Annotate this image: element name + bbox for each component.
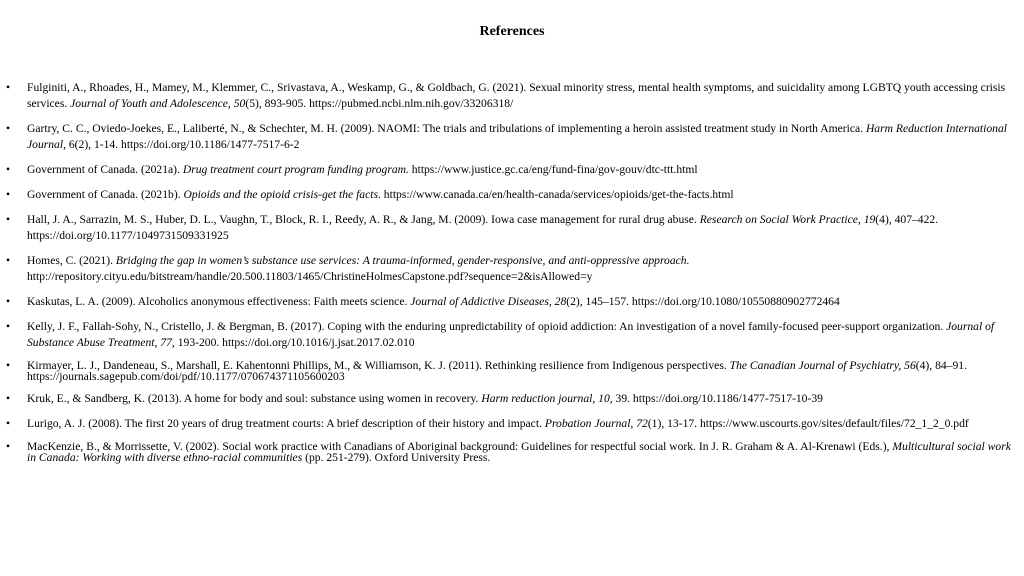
reference-segment: Gartry, C. C., Oviedo-Joekes, E., Laliberté, N., & Schechter, M. H. (2009). NAOMI: The trials and tribulations of implementing a heroin assisted treatment study in North America.: [27, 122, 866, 135]
reference-list: [6, 80, 1016, 472]
reference-segment: (4), 407–422. https://doi.org/10.1177/1049731509331925: [27, 213, 939, 242]
reference-segment: (pp. 251-279). Oxford University Press.: [302, 451, 491, 464]
reference-italic-segment: Multicultural social work in Canada: Working with diverse ethno-racial communities: [27, 440, 1011, 464]
reference-segment: Kaskutas, L. A. (2009). Alcoholics anonymous effectiveness: Faith meets science.: [27, 295, 411, 308]
reference-item: [6, 391, 1016, 407]
reference-italic-segment: 19: [863, 213, 876, 226]
reference-segment: Homes, C. (2021).: [27, 254, 116, 267]
reference-text: [27, 392, 823, 405]
reference-italic-segment: Journal of Substance Abuse Treatment, 77: [27, 320, 995, 349]
reference-segment: (2), 145–157. https://doi.org/10.1080/10550880902772464: [566, 295, 840, 308]
reference-item: [6, 187, 1016, 203]
reference-italic-segment: Harm Reduction International Journal,: [27, 122, 1007, 151]
reference-italic-segment: 10: [598, 392, 610, 405]
reference-segment: ,: [592, 392, 599, 405]
reference-segment: Kelly, J. F., Fallah-Sohy, N., Cristello, J. & Bergman, B. (2017). Coping with the enduring unpredictability of opioid addiction: An investigation of a novel family-focused peer-support organization.: [27, 320, 947, 333]
reference-segment: ,: [548, 295, 555, 308]
reference-segment: ,: [857, 213, 864, 226]
reference-segment: (4), 84–91. https://journals.sagepub.com/doi/pdf/10.1177/070674371105600203: [27, 359, 967, 383]
reference-italic-segment: Journal of Addictive Diseases: [410, 295, 549, 308]
reference-segment: http://repository.cityu.edu/bitstream/handle/20.500.11803/1465/ChristineHolmesCapstone.pdf?sequence=2&isAllowed=y: [27, 270, 593, 283]
reference-text: [27, 254, 689, 283]
reference-segment: Kruk, E., & Sandberg, K. (2013). A home for body and soul: substance using women in recovery.: [27, 392, 482, 405]
bullet-icon: •: [6, 417, 11, 430]
bullet-icon: •: [6, 359, 11, 372]
reference-segment: (5), 893-905. https://pubmed.ncbi.nlm.nih.gov/33206318/: [245, 97, 514, 110]
reference-segment: Government of Canada. (2021b).: [27, 188, 184, 201]
reference-item: [6, 319, 1016, 351]
page-title: References: [479, 24, 545, 39]
reference-italic-segment: Probation Journal, 72: [544, 417, 648, 430]
reference-item: [6, 121, 1016, 153]
reference-item: [6, 416, 1016, 432]
bullet-icon: •: [6, 81, 11, 94]
bullet-icon: •: [6, 188, 11, 201]
reference-italic-segment: Bridging the gap in women’s substance use services: A trauma-informed, gender-responsive, and anti-oppressive approach.: [115, 254, 690, 267]
reference-item: [6, 253, 1016, 285]
reference-text: [27, 122, 1007, 151]
reference-segment: Government of Canada. (2021a).: [27, 163, 183, 176]
bullet-icon: •: [6, 440, 11, 453]
bullet-icon: •: [6, 295, 11, 308]
reference-segment: Kirmayer, L. J., Dandeneau, S., Marshall, E. Kahentonni Phillips, M., & Williamson, K. J. (2011). Rethinking resilience from Indigenous perspectives.: [27, 359, 730, 372]
reference-segment: , 193-200. https://doi.org/10.1016/j.jsat.2017.02.010: [171, 336, 415, 349]
reference-segment: Hall, J. A., Sarrazin, M. S., Huber, D. L., Vaughn, T., Block, R. I., Reedy, A. R., & Jang, M. (2009). Iowa case management for rural drug abuse.: [27, 213, 700, 226]
reference-text: [27, 417, 969, 430]
reference-item: [6, 80, 1016, 112]
reference-segment: . https://www.canada.ca/en/health-canada/services/opioids/get-the-facts.html: [378, 188, 734, 201]
reference-text: [27, 440, 1011, 464]
reference-italic-segment: The Canadian Journal of Psychiatry, 56: [729, 359, 916, 372]
bullet-icon: •: [6, 254, 11, 267]
reference-text: [27, 188, 734, 201]
reference-segment: Fulginiti, A., Rhoades, H., Mamey, M., Klemmer, C., Srivastava, A., Weskamp, G., & Goldbach, G. (2021). Sexual minority stress, mental health symptoms, and suicidality among LGBTQ youth accessing crisis services.: [27, 81, 1006, 110]
reference-text: [27, 213, 938, 242]
reference-item: [6, 212, 1016, 244]
reference-segment: Lurigo, A. J. (2008). The first 20 years of drug treatment courts: A brief description of their history and impact.: [27, 417, 545, 430]
reference-text: [27, 163, 698, 176]
reference-item: [6, 441, 1016, 463]
reference-segment: MacKenzie, B., & Morrissette, V. (2002). Social work practice with Canadians of Aboriginal background: Guidelines for respectful social work. In J. R. Graham & A. Al-Krenawi (Eds.),: [27, 440, 893, 453]
reference-segment: (1), 13-17. https://www.uscourts.gov/sites/default/files/72_1_2_0.pdf: [647, 417, 969, 430]
bullet-icon: •: [6, 392, 11, 405]
reference-segment: , 39. https://doi.org/10.1186/1477-7517-10-39: [609, 392, 823, 405]
reference-item: [6, 162, 1016, 178]
reference-italic-segment: Drug treatment court program funding program.: [182, 163, 409, 176]
reference-text: [27, 320, 994, 349]
reference-italic-segment: Research on Social Work Practice: [699, 213, 858, 226]
reference-italic-segment: Opioids and the opioid crisis-get the facts: [183, 188, 378, 201]
reference-text: [27, 81, 1005, 110]
bullet-icon: •: [6, 163, 11, 176]
bullet-icon: •: [6, 122, 11, 135]
bullet-icon: •: [6, 213, 11, 226]
reference-italic-segment: Harm reduction journal: [481, 392, 593, 405]
reference-italic-segment: Journal of Youth and Adolescence, 50: [70, 97, 246, 110]
reference-text: [27, 295, 840, 308]
reference-segment: 6(2), 1-14. https://doi.org/10.1186/1477-7517-6-2: [65, 138, 300, 151]
reference-item: [6, 360, 1016, 382]
bullet-icon: •: [6, 320, 11, 333]
reference-text: [27, 359, 967, 383]
reference-segment: https://www.justice.gc.ca/eng/fund-fina/gov-gouv/dtc-ttt.html: [408, 163, 698, 176]
reference-item: [6, 294, 1016, 310]
reference-italic-segment: 28: [554, 295, 567, 308]
